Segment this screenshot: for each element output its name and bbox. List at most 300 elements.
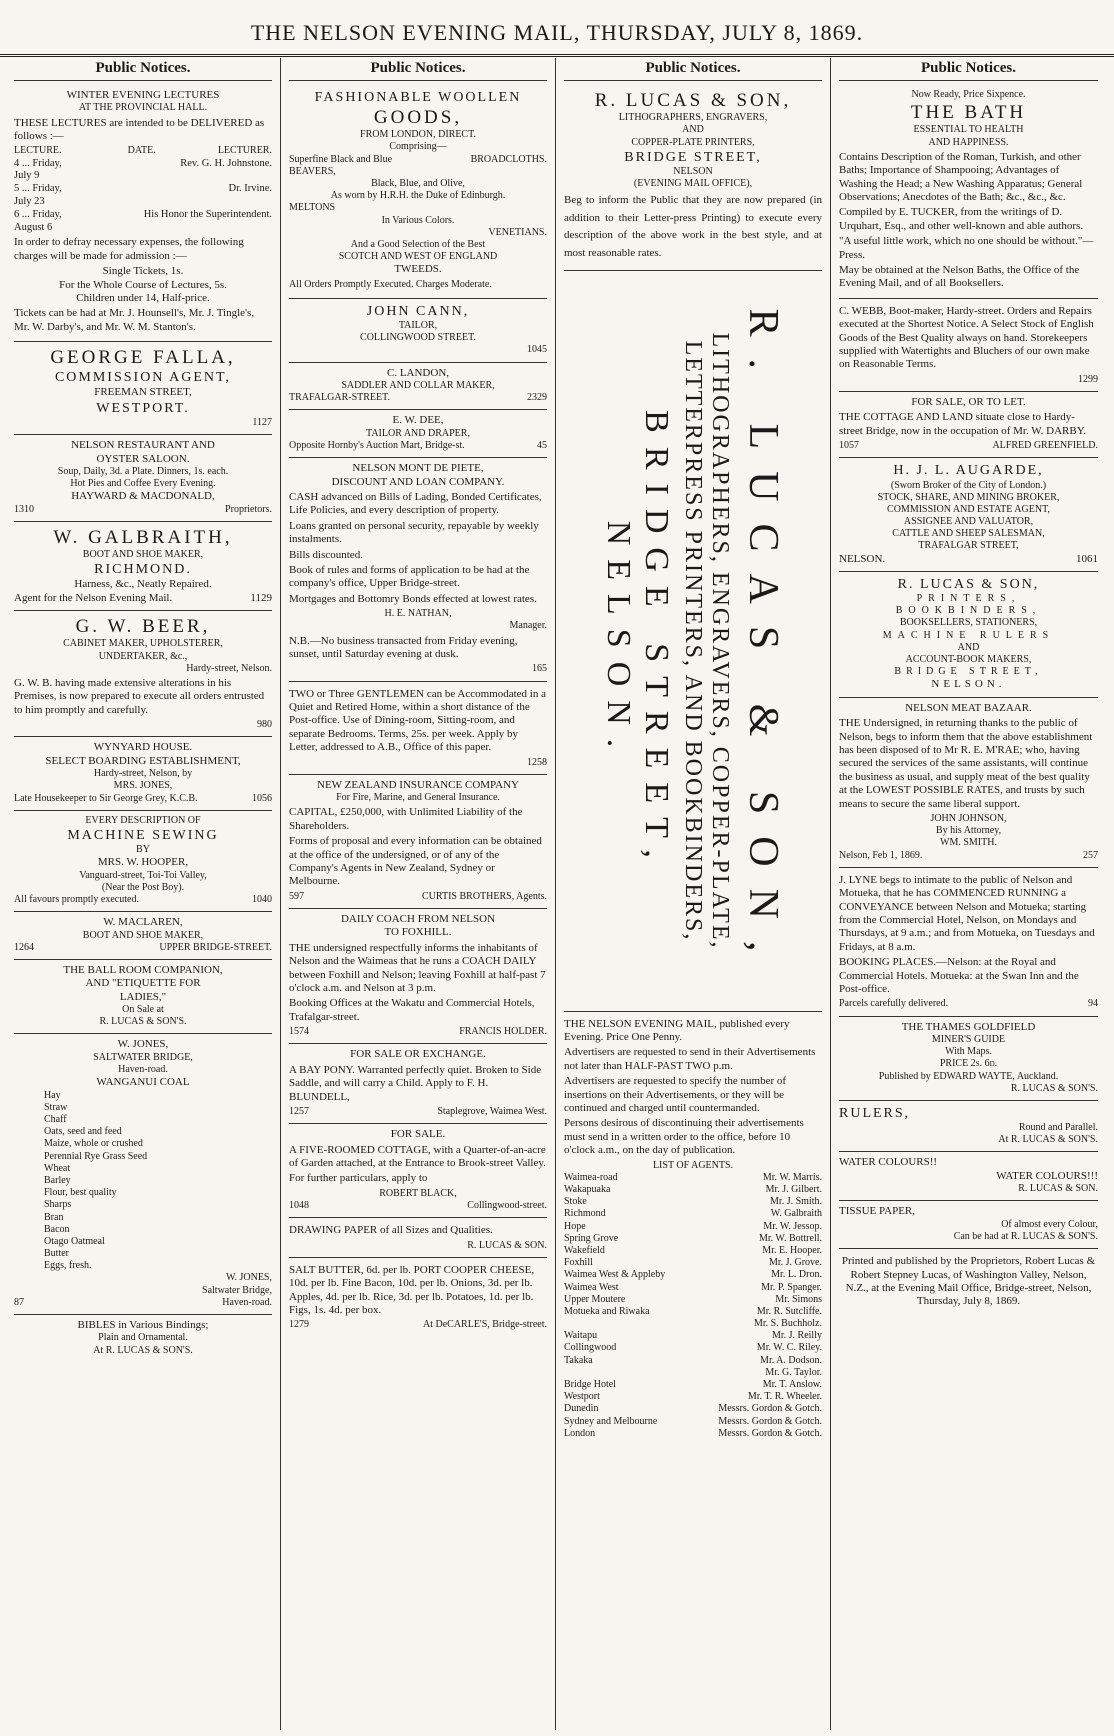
ad-title: LADIES," <box>119 990 167 1003</box>
column-2 <box>281 58 556 1730</box>
goods-item: Bacon <box>44 1223 70 1235</box>
ad-line: Proprietors. <box>225 503 272 515</box>
cottage-sale-ad <box>289 1124 547 1218</box>
ad-body: Bills discounted. <box>289 548 363 561</box>
advertiser-name: FRANCIS HOLDER. <box>459 1026 547 1038</box>
agent-row <box>564 1221 822 1233</box>
column-heading: Public Notices. <box>839 58 1098 81</box>
imprint-text: Printed and published by the Proprietors, Robert Lucas & Robert Stepney Lucas, of Washington Valley, Nelson, N.Z., at the Evening Mail Office, Bridge-street, Nelson, Thursday, July 8, 1869. <box>841 1255 1096 1308</box>
advertiser-name: GEORGE FALLA, <box>50 347 236 369</box>
newspaper-title: THE NELSON EVENING MAIL, THURSDAY, JULY 8, 1869. <box>250 20 864 45</box>
advertiser-role: SADDLER AND COLLAR MAKER, <box>341 379 495 391</box>
ad-title: TO FOXHILL. <box>384 926 452 939</box>
lectures-notice <box>14 85 272 342</box>
agent-row <box>564 1208 822 1220</box>
restaurant-ad <box>14 435 272 522</box>
bibles-ad <box>14 1315 272 1362</box>
ad-number: 1257 <box>289 1106 309 1118</box>
ad-title: WANGANUI COAL <box>96 1076 190 1089</box>
agent-name: Mr. G. Taylor. <box>765 1366 822 1378</box>
ad-line: Black, Blue, and Olive, <box>371 178 465 189</box>
advertiser-role: CABINET MAKER, UPHOLSTERER, <box>63 638 223 650</box>
advertiser-name: R. LUCAS & SON, <box>897 577 1040 593</box>
advertiser-name: W. JONES, <box>225 1272 272 1284</box>
landon-ad <box>289 363 547 411</box>
advertiser-role: ASSIGNEE AND VALUATOR, <box>903 516 1034 528</box>
ad-line: Late Housekeeper to Sir George Grey, K.C.B. <box>14 792 198 804</box>
advertiser-role: LITHOGRAPHERS, ENGRAVERS, <box>618 112 768 124</box>
agent-place <box>564 1318 688 1330</box>
schedule-lecturer: Dr. Irvine. <box>228 183 272 195</box>
insurance-ad <box>289 775 547 909</box>
ad-body: Mortgages and Bottomry Bonds effected at lowest rates. <box>289 592 537 605</box>
advertiser-name: R. LUCAS & SON. <box>1018 1183 1098 1195</box>
advertiser-role: UNDERTAKER, &c., <box>98 650 188 662</box>
agent-place: Hope <box>564 1220 586 1232</box>
advertiser-role: COMMISSION AND ESTATE AGENT, <box>887 503 1050 515</box>
ad-body: "A useful little work, which no one should be without."—Press. <box>839 235 1094 261</box>
ad-line: BY <box>136 843 150 855</box>
page-columns <box>6 58 1106 1730</box>
ad-line: By his Attorney, <box>935 825 1002 837</box>
ticket-outlets: Tickets can be had at Mr. J. Hounsell's, Mr. J. Tingle's, Mr. W. Darby's, and Mr. W. M. Stanton's. <box>14 307 255 333</box>
agent-name: Mr. R. Sutcliffe. <box>756 1305 822 1317</box>
schedule-date: 6 ... Friday, August 6 <box>14 208 62 233</box>
schedule-date: 5 ... Friday, July 23 <box>14 183 62 207</box>
ad-body: G. W. B. having made extensive alterations in his Premises, is now prepared to execute all orders entrusted to him promptly and carefully. <box>14 676 265 716</box>
schedule-header: DATE. <box>127 145 156 157</box>
lectures-expenses: In order to defray necessary expenses, the following charges will be made for admission :— <box>14 236 244 262</box>
hooper-ad <box>14 811 272 912</box>
advertiser-name: ALFRED GREENFIELD. <box>992 440 1098 452</box>
agent-place: Wakefield <box>564 1244 605 1256</box>
advertiser-name: MRS. W. HOOPER, <box>97 856 189 869</box>
meat-bazaar-ad <box>839 698 1098 868</box>
lucas-printers-ad <box>839 572 1098 698</box>
banner-line: BRIDGE STREET, NELSON. <box>600 409 675 872</box>
lectures-intro: THESE LECTURES are intended to be DELIVERED as follows :— <box>14 116 265 142</box>
advertiser-name: JOHN JOHNSON, <box>930 813 1007 825</box>
agent-name: Messrs. Gordon & Gotch. <box>718 1403 822 1415</box>
advertiser-name: C. LANDON, <box>386 366 450 379</box>
agent-name: Mr. Simons <box>775 1293 822 1305</box>
advertiser-address: BRIDGE STREET, <box>894 666 1043 678</box>
ad-number: 1279 <box>289 1319 309 1331</box>
ad-title: WATER COLOURS!! <box>839 1156 938 1169</box>
galbraith-ad <box>14 522 272 611</box>
advertiser-town: NELSON. <box>839 552 886 565</box>
agents-heading: LIST OF AGENTS. <box>652 1159 734 1171</box>
ad-title: DISCOUNT AND LOAN COMPANY. <box>331 475 505 488</box>
ad-body: Contains Description of the Roman, Turkish, and other Baths; Importance of Shampooing; Advantages of Washing the Head; a New Washing Apparatus; General Observations; Anecdotes of the Bath; &c., &c., &c. <box>839 150 1083 203</box>
ad-title: FASHIONABLE WOOLLEN <box>314 90 522 105</box>
ad-title: NELSON RESTAURANT AND <box>71 439 215 452</box>
ad-title: AND HAPPINESS. <box>928 136 1009 148</box>
mont-de-piete-ad <box>289 458 547 681</box>
agent-row <box>564 1306 822 1318</box>
ad-title: TISSUE PAPER, <box>839 1205 916 1218</box>
agent-place: Westport <box>564 1391 600 1403</box>
goods-item: Bran <box>44 1211 64 1223</box>
ad-number: 1310 <box>14 503 34 515</box>
agent-place: Motueka and Riwaka <box>564 1305 650 1317</box>
agent-row <box>564 1257 822 1269</box>
agent-place: Waimea West & Appleby <box>564 1269 666 1281</box>
advertiser-role: STOCK, SHARE, AND MINING BROKER, <box>877 491 1060 503</box>
goods-item: Straw <box>44 1101 68 1113</box>
advertiser-town: NELSON <box>673 165 713 177</box>
agent-name: Mr. T. R. Wheeler. <box>747 1391 822 1403</box>
advertiser-role: BOOT AND SHOE MAKER, <box>82 549 204 561</box>
thames-guide-ad <box>839 1017 1098 1101</box>
banner-line: LITHOGRAPHERS, ENGRAVERS, COPPER-PLATE, <box>707 332 733 950</box>
ad-title: THE BALL ROOM COMPANION, <box>63 963 223 976</box>
goods-item: Sharps <box>44 1199 72 1211</box>
ad-number: 1061 <box>1076 552 1098 565</box>
ad-number: 1127 <box>252 416 272 428</box>
lectures-schedule <box>14 145 272 234</box>
agent-row <box>564 1428 822 1440</box>
agent-name: Mr. J. Reilly <box>771 1330 822 1342</box>
ad-line: On Sale at <box>122 1004 164 1016</box>
ad-number: 1057 <box>839 440 859 452</box>
goods-item: Perennial Rye Grass Seed <box>44 1150 148 1162</box>
column-1 <box>6 58 281 1730</box>
ad-body: THE undersigned respectfully informs the inhabitants of Nelson and the Waimeas that he runs a COACH DAILY between Foxhill and Nelson; leaving Foxhill at half-past 7 o'clock a.m. and Nelson at 3 p.m. <box>289 941 546 995</box>
agent-place: Spring Grove <box>564 1232 619 1244</box>
course-ticket-price: For the Whole Course of Lectures, 5s. <box>59 278 227 291</box>
ad-title: SELECT BOARDING ESTABLISHMENT, <box>45 754 241 767</box>
ad-line: Agent for the Nelson Evening Mail. <box>14 591 173 604</box>
ad-line: Published by EDWARD WAYTE, Auckland. <box>878 1070 1059 1082</box>
agent-place: Wakapuaka <box>564 1184 611 1195</box>
ad-title: AND "ETIQUETTE FOR <box>85 977 201 990</box>
advertiser-name: At R. LUCAS & SON'S. <box>998 1134 1098 1146</box>
ad-body: J. LYNE begs to intimate to the public of Nelson and Motueka, that he has COMMENCED RUNNING a CONVEYANCE between Nelson and Motueka; starting from the Commercial Hotel, Nelson, on Mondays and Thursdays, at 9 a.m.; and from Motueka, on Tuesdays and Fridays, at 8 a.m. <box>839 873 1095 953</box>
jones-ad <box>14 1034 272 1315</box>
agent-place: Takaka <box>564 1354 593 1366</box>
goods-item: Barley <box>44 1174 71 1186</box>
agent-row <box>564 1379 822 1391</box>
agent-name: Mr. W. C. Riley. <box>756 1342 822 1354</box>
schedule-header: LECTURE. <box>14 145 62 157</box>
ad-line: SCOTCH AND WEST OF ENGLAND <box>338 251 498 263</box>
goods-item: Chaff <box>44 1114 67 1126</box>
agent-row <box>564 1245 822 1257</box>
ad-body: Persons desirous of discontinuing their advertisements must send in a written order to the office, before 10 o'clock a.m., on the day of publication. <box>564 1117 804 1157</box>
advertiser-name: W. JONES, <box>117 1038 169 1051</box>
butter-ad <box>289 1258 547 1337</box>
ad-line: Superfine Black and Blue <box>289 153 393 165</box>
webb-ad <box>839 299 1098 392</box>
tissue-paper-ad <box>839 1201 1098 1249</box>
advertiser-role: COMMISSION AGENT, <box>54 370 232 386</box>
ad-line: With Maps. <box>945 1046 992 1058</box>
ad-title: FOR SALE OR EXCHANGE. <box>350 1048 486 1061</box>
advertiser-name: G. W. BEER, <box>75 616 211 638</box>
advertiser-name: W. MACLAREN, <box>103 916 183 929</box>
ad-line: Hot Pies and Coffee Every Evening. <box>70 478 216 490</box>
ad-line: In Various Colors. <box>381 214 455 226</box>
ad-line: R. LUCAS & SON'S. <box>99 1016 187 1028</box>
masthead <box>0 0 1114 57</box>
goods-item: Flour, best quality <box>44 1187 117 1199</box>
ad-body: A FIVE-ROOMED COTTAGE, with a Quarter-of-an-acre of Garden attached, at the Entrance to Brook-street Valley. <box>289 1143 546 1170</box>
ad-line: Plain and Ornamental. <box>98 1332 188 1344</box>
goods-item: Oats, seed and feed <box>44 1126 122 1138</box>
ad-body: For further particulars, apply to <box>289 1172 428 1185</box>
advertiser-town: RICHMOND. <box>94 562 192 578</box>
ad-body: CAPITAL, £250,000, with Unlimited Liability of the Shareholders. <box>289 806 523 832</box>
ad-line: Parcels carefully delivered. <box>839 998 949 1010</box>
ad-line: (EVENING MAIL OFFICE), <box>633 178 753 189</box>
ad-title: MINER'S GUIDE <box>931 1034 1006 1046</box>
advertiser-name: W. GALBRAITH, <box>53 526 233 548</box>
agent-place <box>564 1367 688 1379</box>
agent-name: Mr. A. Dodson. <box>760 1354 822 1366</box>
advertiser-name: E. W. DEE, <box>392 414 444 427</box>
ad-body: Advertisers are requested to specify the number of insertions on their Advertisements, or they will be continued and charged until countermanded. <box>564 1075 787 1114</box>
ad-line: AND <box>957 641 980 653</box>
agent-row <box>564 1184 822 1196</box>
advertiser-role: MACHINE RULERS <box>882 629 1055 641</box>
ad-body: Loans granted on personal security, repayable by weekly instalments. <box>289 519 539 546</box>
ad-body: Compiled by E. TUCKER, from the writings of D. Urquhart, Esq., and other well-known and able authors. <box>839 206 1084 232</box>
agent-place: Bridge Hotel <box>564 1379 616 1390</box>
agent-place: Stoke <box>564 1196 587 1208</box>
ad-title: DAILY COACH FROM NELSON <box>340 912 496 925</box>
beer-ad <box>14 611 272 737</box>
ad-body: C. WEBB, Boot-maker, Hardy-street. Orders and Repairs executed at the Shortest Notice. A Select Stock of English Goods of the Best Quality always on hand. Storekeepers supplied with Watertights and Bluchers of our own make on Reasonable Terms. <box>839 304 1094 371</box>
agent-row <box>564 1269 822 1281</box>
agent-row <box>564 1367 822 1379</box>
agents-list <box>564 1172 822 1440</box>
advertiser-role: BOOKBINDERS, <box>895 605 1042 617</box>
advertiser-address: BRIDGE STREET, <box>624 149 762 165</box>
agent-name: Mr. W. Marris. <box>762 1171 822 1183</box>
advertiser-role: BOOT AND SHOE MAKER, <box>82 929 204 941</box>
ad-number: 1045 <box>527 344 547 356</box>
ad-title: GOODS, <box>373 107 463 129</box>
bath-book-ad <box>839 85 1098 299</box>
agent-row <box>564 1355 822 1367</box>
agent-place: Upper Moutere <box>564 1293 626 1305</box>
advertiser-name: R. LUCAS & SON'S. <box>1010 1082 1098 1094</box>
advertiser-role: BOOKSELLERS, STATIONERS, <box>899 617 1038 629</box>
agent-row <box>564 1196 822 1208</box>
advertiser-town: NELSON. <box>931 678 1006 691</box>
agent-row <box>564 1416 822 1428</box>
ad-line: And a Good Selection of the Best <box>350 238 486 250</box>
agent-place: Waimea-road <box>564 1171 618 1183</box>
advertiser-name: H. J. L. AUGARDE, <box>893 463 1044 479</box>
goods-item: Otago Oatmeal <box>44 1235 105 1247</box>
column-heading: Public Notices. <box>564 58 822 81</box>
column-4 <box>831 58 1106 1730</box>
ad-title: BIBLES in Various Bindings; <box>77 1319 209 1332</box>
children-price: Children under 14, Half-price. <box>76 292 210 304</box>
ad-number: 94 <box>1088 998 1098 1010</box>
ad-body: BOOKING PLACES.—Nelson: at the Royal and Commercial Hotels. Motueka: at the Swan Inn and the Post-office. <box>839 956 1079 996</box>
ad-line: BEAVERS, <box>289 165 336 177</box>
advertiser-name: H. E. NATHAN, <box>384 608 452 620</box>
rulers-ad <box>839 1101 1098 1152</box>
agent-row <box>564 1403 822 1415</box>
lucas-lithographers-ad <box>564 85 822 271</box>
advertiser-address: UPPER BRIDGE-STREET. <box>159 941 272 953</box>
advertiser-address: At DeCARLE'S, Bridge-street. <box>422 1319 547 1331</box>
maclaren-ad <box>14 912 272 960</box>
gentlemen-ad <box>289 682 547 775</box>
agent-row <box>564 1294 822 1306</box>
agent-place: Richmond <box>564 1208 606 1220</box>
ad-body: SALT BUTTER, 6d. per lb. PORT COOPER CHEESE, 10d. per lb. Fine Bacon, 10d. per lb. Onions, 3d. per lb. Apples, 4d. per lb. Rice, 3d. per lb. Potatoes, 1d. per lb. Figs, 1s. 4d. per box. <box>289 1263 535 1317</box>
cann-ad <box>289 299 547 363</box>
agent-name: Messrs. Gordon & Gotch. <box>718 1427 822 1439</box>
ad-number: 1040 <box>252 893 272 905</box>
advertiser-name: JOHN CANN, <box>366 303 470 319</box>
ad-line: BROADCLOTHS. <box>470 153 547 165</box>
goods-item: Wheat <box>44 1162 71 1174</box>
ad-number: 87 <box>14 1296 24 1308</box>
schedule-lecturer: His Honor the Superintendent. <box>143 208 272 220</box>
agent-row <box>564 1391 822 1403</box>
advertiser-address: FREEMAN STREET, <box>94 386 192 399</box>
agent-name: Mr. W. Jessop. <box>763 1220 822 1232</box>
goods-item: Maize, whole or crushed <box>44 1138 143 1150</box>
agent-name: Mr. J. Gilbert. <box>765 1184 822 1195</box>
advertiser-town: WESTPORT. <box>96 400 190 416</box>
agent-name: Mr. S. Buchholz. <box>753 1318 822 1330</box>
ad-title: FOR SALE, OR TO LET. <box>911 396 1026 409</box>
advertiser-name: Can be had at R. LUCAS & SON'S. <box>953 1231 1098 1243</box>
ad-title: EVERY DESCRIPTION OF <box>85 814 201 826</box>
ad-line: Comprising— <box>389 141 447 153</box>
ad-title: NELSON MEAT BAZAAR. <box>905 701 1032 714</box>
goods-item: Eggs, fresh. <box>44 1260 92 1272</box>
ad-line: Soup, Daily, 3d. a Plate. Dinners, 1s. each. <box>57 465 229 477</box>
rotated-text <box>599 281 787 1001</box>
advertiser-address: SALTWATER BRIDGE, <box>93 1051 193 1063</box>
schedule-lecturer: Rev. G. H. Johnstone. <box>180 157 272 169</box>
ad-number: 45 <box>537 439 547 451</box>
goods-item: Hay <box>44 1089 61 1101</box>
agent-name: Mr. J. Smith. <box>770 1196 822 1208</box>
ad-line: VENETIANS. <box>488 226 547 238</box>
agent-place: Sydney and Melbourne <box>564 1415 658 1427</box>
ad-title: NEW ZEALAND INSURANCE COMPANY <box>317 778 519 791</box>
agent-place: Waitapu <box>564 1330 598 1342</box>
advertiser-name: ROBERT BLACK, <box>379 1187 457 1199</box>
agent-place: London <box>564 1427 596 1439</box>
ad-body: DRAWING PAPER of all Sizes and Qualities. <box>289 1224 493 1237</box>
advertiser-role: PRINTERS, <box>916 593 1021 605</box>
agent-name: Mr. P. Spanger. <box>761 1281 822 1293</box>
ad-line: All Orders Promptly Executed. Charges Moderate. <box>289 278 492 290</box>
column-3 <box>556 58 831 1730</box>
advertiser-address: Staplegrove, Waimea West. <box>437 1106 547 1118</box>
advertiser-name: R. LUCAS & SON, <box>594 90 792 111</box>
advertiser-name: R. LUCAS & SON. <box>467 1239 547 1251</box>
advertiser-address: Saltwater Bridge, <box>202 1284 272 1296</box>
ad-line: Now Ready, Price Sixpence. <box>911 89 1026 100</box>
dee-ad <box>289 410 547 458</box>
agent-row <box>564 1233 822 1245</box>
ad-line: MELTONS <box>289 202 336 214</box>
ad-body: THE COTTAGE AND LAND situate close to Hardy-street Bridge, now in the occupation of Mr. W. DARBY. <box>839 411 1086 437</box>
agent-name: Messrs. Gordon & Gotch. <box>718 1415 822 1427</box>
evening-mail-notice <box>564 1012 822 1445</box>
ad-title: NELSON MONT DE PIETE, <box>352 462 484 475</box>
agent-place: Foxhill <box>564 1257 593 1269</box>
ad-number: 1299 <box>1078 373 1098 385</box>
ad-price: PRICE 2s. 6d. <box>939 1058 998 1070</box>
ad-line: All favours promptly executed. <box>14 893 139 905</box>
ad-line: (Sworn Broker of the City of London.) <box>890 479 1047 491</box>
ballroom-ad <box>14 960 272 1035</box>
ad-body: N.B.—No business transacted from Friday evening, sunset, until Saturday evening at dusk. <box>289 634 518 660</box>
agent-row <box>564 1172 822 1184</box>
ad-line: Of almost every Colour, <box>1001 1218 1098 1230</box>
agent-name: Mr. J. Grove. <box>768 1257 822 1269</box>
woollen-goods-ad <box>289 85 547 299</box>
proprietor-names: HAYWARD & MACDONALD, <box>71 490 215 503</box>
ad-title: MACHINE SEWING <box>67 827 219 843</box>
agent-name: Mr. E. Hooper. <box>762 1244 822 1256</box>
ad-title: RULERS, <box>839 1106 911 1122</box>
advertiser-address: Haven-road. <box>118 1064 168 1076</box>
ad-line: At R. LUCAS & SON'S. <box>93 1344 193 1356</box>
ad-body: Beg to inform the Public that they are now prepared (in addition to their Letter-press Printing) to execute every description of the above work in the best style, and at most reasonable rates. <box>564 194 822 259</box>
advertiser-address: Hardy-street, Nelson, by <box>93 768 193 780</box>
ad-date: Nelson, Feb 1, 1869. <box>839 849 923 861</box>
agent-place: Waimea West <box>564 1281 619 1293</box>
advertiser-address: (Near the Post Boy). <box>101 881 185 893</box>
ad-number: 1056 <box>252 792 272 804</box>
ad-body: Booking Offices at the Wakatu and Commercial Hotels, Trafalgar-street. <box>289 997 535 1023</box>
banner-line: R. LUCAS & SON, <box>740 308 786 974</box>
column-heading: Public Notices. <box>14 58 272 81</box>
ad-body: A BAY PONY. Warranted perfectly quiet. Broken to Side Saddle, and will carry a Child. Apply to F. H. BLUNDELL, <box>289 1063 542 1103</box>
agent-place: Collingwood <box>564 1342 617 1354</box>
falla-ad <box>14 342 272 435</box>
goods-list <box>14 1090 272 1273</box>
ad-title: ESSENTIAL TO HEALTH <box>913 124 1024 136</box>
ad-title: OYSTER SALOON. <box>96 452 190 465</box>
ad-body: Advertisers are requested to send in their Advertisements not later than HALF-PAST TWO p.m. <box>564 1046 816 1072</box>
agent-row <box>564 1330 822 1342</box>
lectures-title: WINTER EVENING LECTURES <box>66 89 220 101</box>
ad-line: Harness, &c., Neatly Repaired. <box>74 578 212 591</box>
agent-name: Mr. W. Bottrell. <box>758 1232 822 1244</box>
advertiser-role: ACCOUNT-BOOK MAKERS, <box>905 654 1032 666</box>
column-heading: Public Notices. <box>289 58 547 81</box>
ad-title: WATER COLOURS!!! <box>996 1169 1098 1182</box>
ad-line: TWEEDS. <box>394 263 442 276</box>
advertiser-address: Haven-road. <box>222 1296 272 1308</box>
ad-number: 1129 <box>250 591 272 604</box>
advertiser-name: WM. SMITH. <box>940 837 997 849</box>
ad-body: Forms of proposal and every information can be obtained at the office of the undersigned, or of any of the Company's Agents in New Zealand, Sydney or Melbourne. <box>289 835 542 888</box>
ad-line: AND <box>682 124 704 136</box>
drawing-paper-ad <box>289 1218 547 1258</box>
ad-number: 1258 <box>527 756 547 768</box>
advertiser-role: TAILOR AND DRAPER, <box>366 427 470 439</box>
ad-number: 597 <box>289 890 304 902</box>
lyne-conveyance-ad <box>839 868 1098 1017</box>
ad-title: For Fire, Marine, and General Insurance. <box>336 792 500 804</box>
agent-name: Mr. L. Dron. <box>771 1269 822 1281</box>
